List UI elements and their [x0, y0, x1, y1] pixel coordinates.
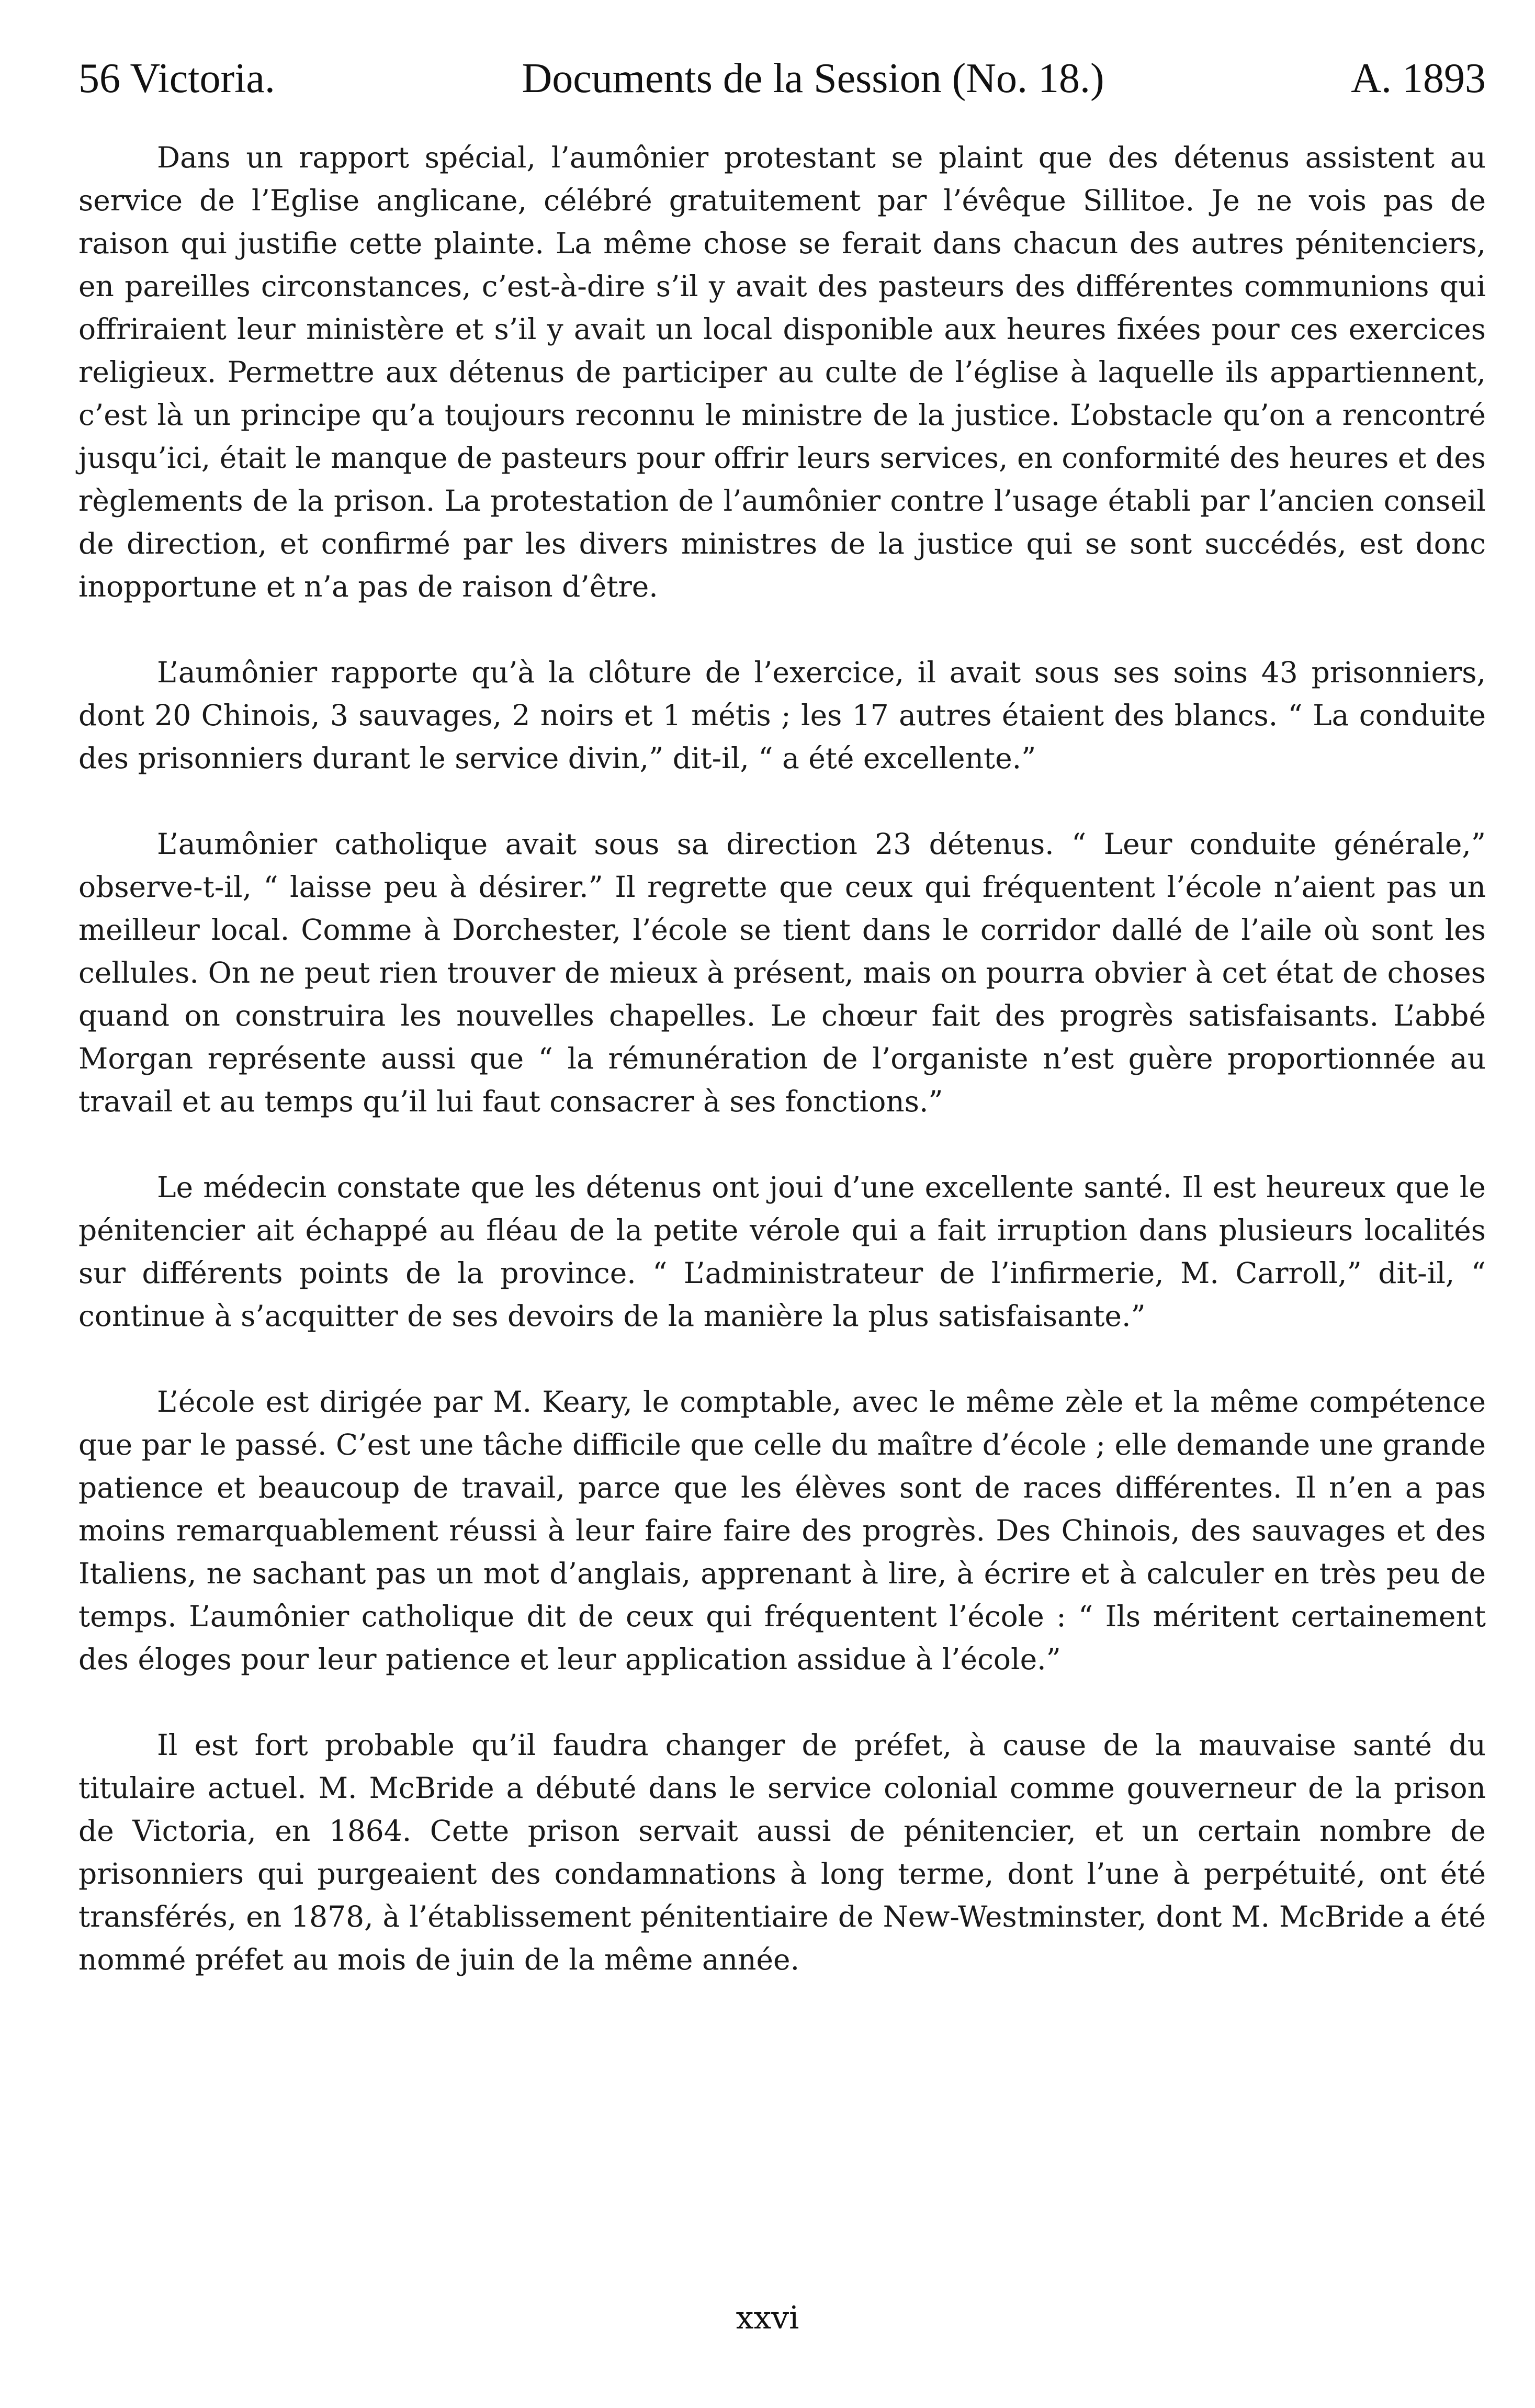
document-page: [78, 52, 1486, 1981]
paragraph-catholic-chaplain: L’aumônier catholique avait sous sa direction 23 détenus. “ Leur conduite générale,” observe-t-il, “ laisse peu à désirer.” Il regrette que ceux qui fréquentent l’école n’aient pas un meilleur local. Comme à Dorchester, l’école se tient dans le corridor dallé de l’aile où sont les cellules. On ne peut rien trouver de mieux à présent, mais on pourra obvier à cet état de choses quand on construira les nouvelles chapelles. Le chœur fait des progrès satisfaisants. L’abbé Morgan représente aussi que “ la rémunération de l’organiste n’est guère proportionnée au travail et au temps qu’il lui faut consacrer à ses fonctions.”: [78, 827, 1486, 1118]
paragraph-warden: Il est fort probable qu’il faudra changer de préfet, à cause de la mauvaise santé du titulaire actuel. M. McBride a débuté dans le service colonial comme gouverneur de la prison de Victoria, en 1864. Cette prison servait aussi de pénitencier, et un certain nombre de prisonniers qui purgeaient des condamnations à long terme, dont l’une à perpétuité, ont été transférés, en 1878, à l’établissement pénitentiaire de New-Westminster, dont M. McBride a été nommé préfet au mois de juin de la même année.: [78, 1728, 1486, 1976]
header-volume: 56 Victoria.: [78, 55, 275, 102]
running-header: [78, 52, 1486, 105]
page-number: xxvi: [736, 2300, 799, 2336]
paragraph-physician: Le médecin constate que les détenus ont joui d’une excellente santé. Il est heureux que le pénitencier ait échappé au fléau de la petite vérole qui a fait irruption dans plusieurs localités sur différents points de la province. “ L’administrateur de l’infirmerie, M. Carroll,” dit-il, “ continue à s’acquitter de ses devoirs de la manière la plus satisfaisante.”: [78, 1171, 1486, 1333]
paragraph-protestant-chaplain: Dans un rapport spécial, l’aumônier protestant se plaint que des détenus assistent au service de l’Eglise anglicane, célébré gratuitement par l’évêque Sillitoe. Je ne vois pas de raison qui justifie cette plainte. La même chose se ferait dans chacun des autres pénitenciers, en pareilles circonstances, c’est-à-dire s’il y avait des pasteurs des différentes communions qui offriraient leur ministère et s’il y avait un local disponible aux heures fixées pour ces exercices religieux. Permettre aux détenus de participer au culte de l’église à laquelle ils appartiennent, c’est là un principe qu’a toujours reconnu le ministre de la justice. L’obstacle qu’on a rencontré jusqu’ici, était le manque de pasteurs pour offrir leurs services, en conformité des heures et des règlements de la prison. La protestation de l’aumônier contre l’usage établi par l’ancien conseil de direction, et confirmé par les divers ministres de la justice qui se sont succédés, est donc inopportune et n’a pas de raison d’être.: [78, 141, 1486, 603]
body-text: [78, 136, 1486, 1981]
header-year: A. 1893: [1351, 55, 1486, 102]
paragraph-school: L’école est dirigée par M. Keary, le comptable, avec le même zèle et la même compétence que par le passé. C’est une tâche difficile que celle du maître d’école ; elle demande une grande patience et beaucoup de travail, parce que les élèves sont de races différentes. Il n’en a pas moins remarquablement réussi à leur faire faire des progrès. Des Chinois, des sauvages et des Italiens, ne sachant pas un mot d’anglais, apprenant à lire, à écrire et à calculer en très peu de temps. L’aumônier catholique dit de ceux qui fréquentent l’école : “ Ils méritent certainement des éloges pour leur patience et leur application assidue à l’école.”: [78, 1385, 1486, 1676]
paragraph-prisoner-count: L’aumônier rapporte qu’à la clôture de l’exercice, il avait sous ses soins 43 prisonniers, dont 20 Chinois, 3 sauvages, 2 noirs et 1 métis ; les 17 autres étaient des blancs. “ La conduite des prisonniers durant le service divin,” dit-il, “ a été excellente.”: [78, 656, 1486, 775]
header-title: Documents de la Session (No. 18.): [522, 55, 1104, 102]
